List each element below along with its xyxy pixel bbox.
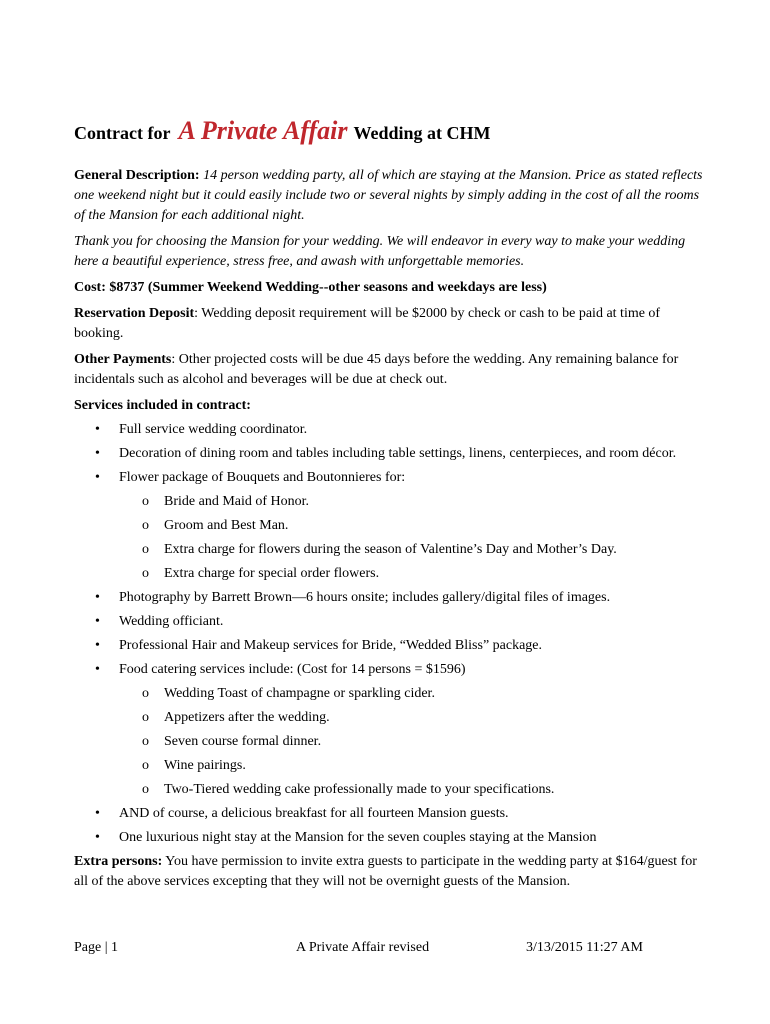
list-item — [74, 612, 704, 632]
circle-bullet-icon: o — [142, 566, 149, 581]
thank-you-note: Thank you for choosing the Mansion for your wedding. We will endeavor in every way to make your wedding here a beautiful experience, stress free, and awash with unforgettable memories. — [74, 234, 686, 269]
bullet-icon: • — [95, 446, 100, 461]
service-text: Professional Hair and Makeup services for Bride, “Wedded Bliss” package. — [119, 638, 543, 653]
extra-text: You have permission to invite extra guests to participate in the wedding party at $164/guest for all of the above services excepting that they will not be overnight guests of the Mansion. — [74, 854, 697, 889]
flower-text: Bride and Maid of Honor. — [164, 494, 310, 509]
document-body — [74, 166, 704, 898]
service-text: One luxurious night stay at the Mansion for the seven couples staying at the Mansion — [119, 830, 597, 845]
extra-persons — [74, 852, 704, 892]
circle-bullet-icon: o — [142, 734, 149, 749]
list-item — [74, 444, 704, 464]
bullet-icon: • — [95, 422, 100, 437]
flower-text: Extra charge for special order flowers. — [164, 566, 380, 581]
other-payments-text: : Other projected costs will be due 45 days before the wedding. Any remaining balance for incidentals such as alcohol and beverages will be due at check out. — [74, 352, 679, 387]
title-suffix: Wedding at CHM — [353, 123, 491, 143]
service-text: Food catering services include: (Cost for 14 persons = $1596) — [119, 662, 466, 677]
reservation-deposit — [74, 304, 704, 344]
other-payments — [74, 350, 704, 390]
catering-text: Wine pairings. — [164, 758, 246, 773]
bullet-icon: • — [95, 590, 100, 605]
document-title — [74, 116, 490, 146]
title-prefix: Contract for — [74, 123, 171, 143]
list-item — [74, 468, 704, 584]
circle-bullet-icon: o — [142, 542, 149, 557]
footer-document-name: A Private Affair revised — [296, 940, 430, 955]
list-item — [119, 780, 704, 800]
flower-text: Groom and Best Man. — [164, 518, 289, 533]
flowers-sublist — [119, 492, 704, 584]
list-item — [119, 756, 704, 776]
service-text: Full service wedding coordinator. — [119, 422, 308, 437]
list-item — [74, 804, 704, 824]
circle-bullet-icon: o — [142, 518, 149, 533]
circle-bullet-icon: o — [142, 686, 149, 701]
list-item — [119, 492, 704, 512]
list-item — [119, 732, 704, 752]
bullet-icon: • — [95, 662, 100, 677]
deposit-label: Reservation Deposit — [74, 306, 195, 321]
list-item — [74, 828, 704, 848]
service-text: AND of course, a delicious breakfast for all fourteen Mansion guests. — [119, 806, 509, 821]
deposit-text: : Wedding deposit requirement will be $2000 by check or cash to be paid at time of booking. — [74, 306, 661, 341]
flower-text: Extra charge for flowers during the season of Valentine’s Day and Mother’s Day. — [164, 542, 617, 557]
catering-text: Appetizers after the wedding. — [164, 710, 330, 725]
title-brand: A Private Affair — [178, 116, 348, 145]
bullet-icon: • — [95, 830, 100, 845]
bullet-icon: • — [95, 614, 100, 629]
bullet-icon: • — [95, 638, 100, 653]
service-text: Wedding officiant. — [119, 614, 224, 629]
catering-text: Two-Tiered wedding cake professionally made to your specifications. — [164, 782, 555, 797]
catering-sublist — [119, 684, 704, 800]
footer-page-number: Page | 1 — [74, 940, 119, 955]
list-item — [74, 636, 704, 656]
cost-line: Cost: $8737 (Summer Weekend Wedding--other seasons and weekdays are less) — [74, 280, 547, 295]
footer-date: 3/13/2015 11:27 AM — [526, 940, 643, 955]
general-description — [74, 166, 704, 226]
list-item — [119, 708, 704, 728]
circle-bullet-icon: o — [142, 710, 149, 725]
circle-bullet-icon: o — [142, 782, 149, 797]
extra-label: Extra persons: — [74, 854, 163, 869]
bullet-icon: • — [95, 470, 100, 485]
page-footer — [74, 940, 674, 960]
list-item — [119, 684, 704, 704]
services-heading: Services included in contract: — [74, 398, 251, 413]
general-text: 14 person wedding party, all of which are staying at the Mansion. Price as stated reflects one weekend night but it could easily include two or several nights by simply adding in the cost of all the rooms of the Mansion for each additional night. — [74, 168, 703, 223]
catering-text: Seven course formal dinner. — [164, 734, 322, 749]
catering-text: Wedding Toast of champagne or sparkling cider. — [164, 686, 435, 701]
services-list — [74, 420, 704, 848]
list-item — [119, 540, 704, 560]
list-item — [119, 564, 704, 584]
circle-bullet-icon: o — [142, 758, 149, 773]
bullet-icon: • — [95, 806, 100, 821]
general-label: General Description: — [74, 168, 200, 183]
list-item — [74, 588, 704, 608]
list-item — [74, 420, 704, 440]
service-text: Photography by Barrett Brown—6 hours onsite; includes gallery/digital files of images. — [119, 590, 611, 605]
other-payments-label: Other Payments — [74, 352, 172, 367]
list-item — [119, 516, 704, 536]
service-text: Decoration of dining room and tables including table settings, linens, centerpieces, and room décor. — [119, 446, 677, 461]
list-item — [74, 660, 704, 800]
circle-bullet-icon: o — [142, 494, 149, 509]
service-text: Flower package of Bouquets and Boutonnieres for: — [119, 470, 406, 485]
